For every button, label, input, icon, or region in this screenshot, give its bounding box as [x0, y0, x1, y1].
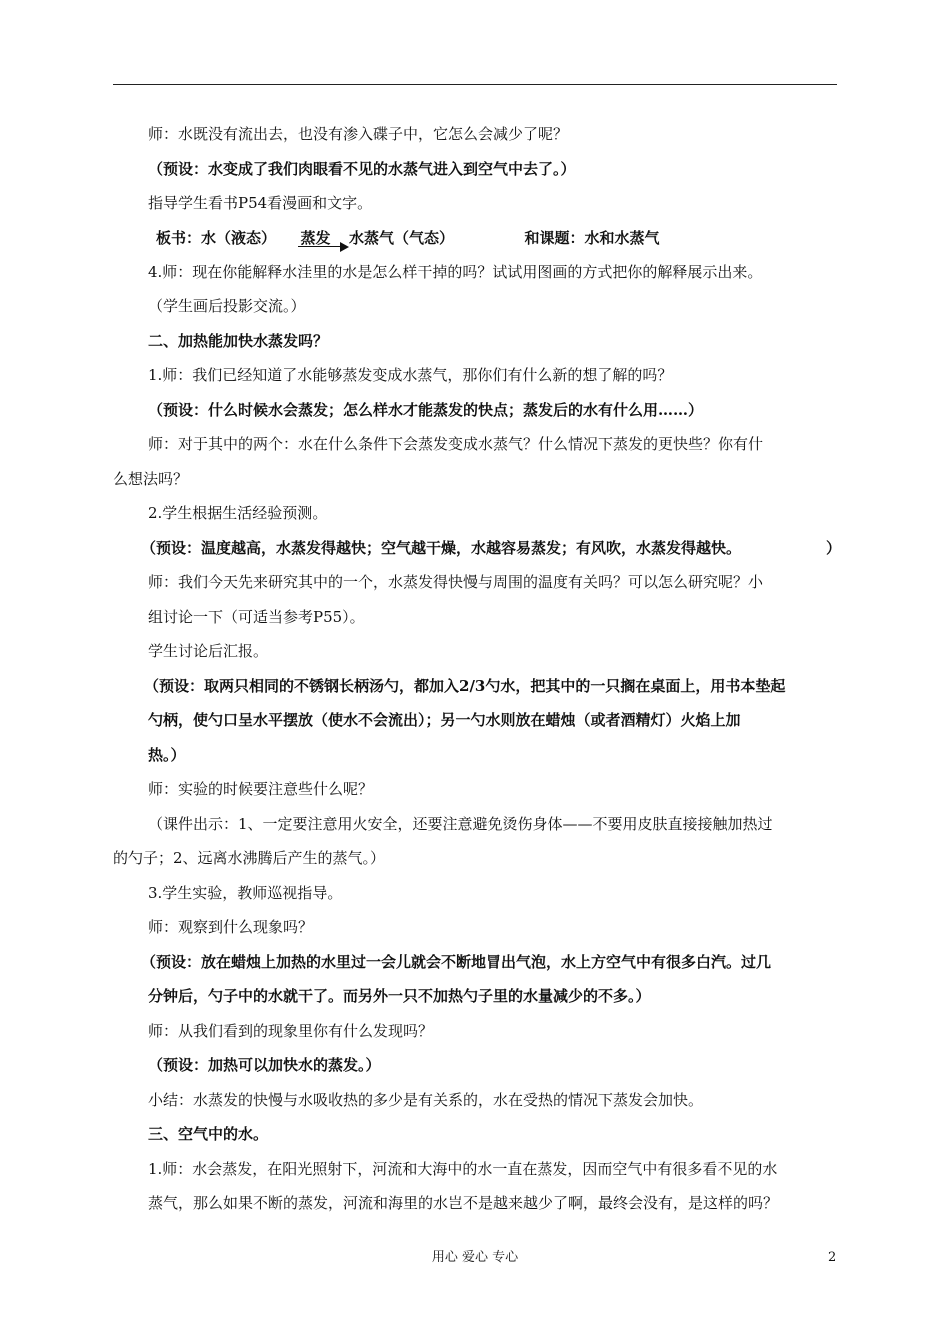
preset-line: （预设：取两只相同的不锈钢长柄汤勺，都加入2/3勺水，把其中的一只搁在桌面上，用书本垫起: [144, 677, 786, 695]
arrow-head-icon: [340, 242, 349, 252]
page-number: 2: [828, 1250, 837, 1265]
arrow-line: [298, 246, 344, 247]
preset-line: 分钟后，勺子中的水就干了。而另外一只不加热勺子里的水量减少的不多。）: [148, 987, 651, 1005]
board-line: [156, 228, 659, 248]
text-line: 指导学生看书P54看漫画和文字。: [148, 194, 373, 212]
preset-line: （预设：水变成了我们肉眼看不见的水蒸气进入到空气中去了。）: [148, 160, 576, 178]
text-line: 蒸气，那么如果不断的蒸发，河流和海里的水岂不是越来越少了啊，最终会没有，是这样的吗？: [148, 1194, 779, 1212]
text-line: 师：水既没有流出去，也没有渗入碟子中，它怎么会减少了呢？: [148, 125, 569, 143]
section-heading: 二、加热能加快水蒸发吗？: [148, 332, 329, 350]
text-line: 师：观察到什么现象吗？: [148, 918, 314, 936]
evaporation-arrow: [300, 228, 330, 248]
text-line: 师：实验的时候要注意些什么呢？: [148, 780, 374, 798]
text-line: （学生画后投影交流。）: [148, 297, 306, 315]
arrow-label: 蒸发: [300, 229, 331, 247]
preset-line: （预设：放在蜡烛上加热的水里过一会儿就会不断地冒出气泡，水上方空气中有很多白汽。过几: [141, 953, 772, 971]
text-line: 么想法吗？: [113, 470, 189, 488]
text-line: 3.学生实验，教师巡视指导。: [148, 884, 343, 902]
text-line: 组讨论一下（可适当参考P55）。: [148, 608, 365, 626]
board-result: 水蒸气（气态）: [348, 229, 454, 247]
board-prefix: 板书：水（液态）: [156, 229, 277, 247]
text-line: 4.师：现在你能解释水洼里的水是怎么样干掉的吗？试试用图画的方式把你的解释展示出来。: [148, 263, 763, 281]
preset-line: 勺柄，使勺口呈水平摆放（使水不会流出）；另一勺水则放在蜡烛（或者酒精灯）火焰上加: [148, 711, 741, 729]
preset-line: 热。）: [148, 746, 186, 764]
text-line: 小结：水蒸发的快慢与水吸收热的多少是有关系的，水在受热的情况下蒸发会加快。: [148, 1091, 704, 1109]
preset-line: （预设：温度越高，水蒸发得越快；空气越干燥，水越容易蒸发；有风吹，水蒸发得越快。: [141, 539, 742, 557]
text-line: 学生讨论后汇报。: [148, 642, 269, 660]
header-rule: [113, 84, 837, 85]
section-heading: 三、空气中的水。: [148, 1125, 269, 1143]
text-line: （课件出示：1、一定要注意用火安全，还要注意避免烫伤身体——不要用皮肤直接接触加热过: [148, 815, 773, 833]
preset-line: （预设：加热可以加快水的蒸发。）: [148, 1056, 381, 1074]
text-line: 师：从我们看到的现象里你有什么发现吗？: [148, 1022, 434, 1040]
text-line: 师：我们今天先来研究其中的一个，水蒸发得快慢与周围的温度有关吗？可以怎么研究呢？小: [148, 573, 764, 591]
text-line: 1.师：我们已经知道了水能够蒸发变成水蒸气，那你们有什么新的想了解的吗？: [148, 366, 673, 384]
text-line: 2.学生根据生活经验预测。: [148, 504, 328, 522]
text-line: 的勺子；2、远离水沸腾后产生的蒸气。）: [113, 849, 386, 867]
preset-line-close: ）: [826, 539, 842, 557]
text-line: 1.师：水会蒸发，在阳光照射下，河流和大海中的水一直在蒸发，因而空气中有很多看不见的水: [148, 1160, 778, 1178]
board-topic: 和课题：水和水蒸气: [524, 229, 660, 247]
footer-motto: 用心 爱心 专心: [431, 1250, 519, 1265]
text-line: 师：对于其中的两个：水在什么条件下会蒸发变成水蒸气？什么情况下蒸发的更快些？你有什: [148, 435, 764, 453]
preset-line: （预设：什么时候水会蒸发；怎么样水才能蒸发的快点；蒸发后的水有什么用……）: [148, 401, 704, 419]
